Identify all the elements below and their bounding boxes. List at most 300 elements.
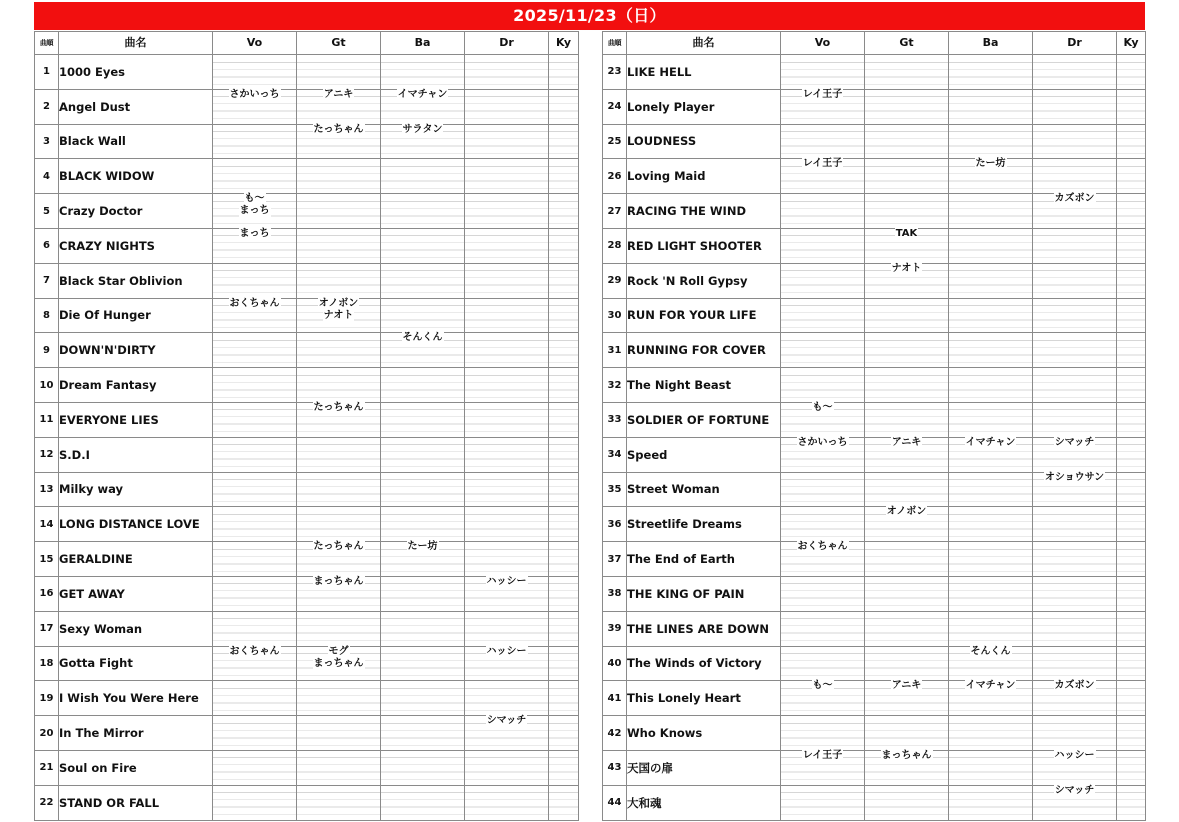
part-cell-ba[interactable] xyxy=(949,333,1033,368)
part-cell-ky[interactable] xyxy=(1117,159,1146,194)
song-title: Gotta Fight xyxy=(59,646,213,681)
part-cell-gt[interactable] xyxy=(865,611,949,646)
member-name: ハッシー xyxy=(486,645,527,657)
part-cell-ky[interactable] xyxy=(1117,785,1146,820)
member-name: シマッチ xyxy=(1054,784,1095,796)
part-cell-gt[interactable] xyxy=(297,681,381,716)
part-cell-vo[interactable] xyxy=(781,507,865,542)
part-cell-dr[interactable] xyxy=(1033,542,1117,577)
part-cell-ky[interactable] xyxy=(1117,402,1146,437)
member-name: アニキ xyxy=(891,436,922,448)
part-cell-dr[interactable] xyxy=(465,55,549,90)
part-cell-ba[interactable] xyxy=(949,159,1033,194)
part-cell-ba[interactable] xyxy=(949,576,1033,611)
part-cell-vo[interactable] xyxy=(213,89,297,124)
part-cell-ky[interactable] xyxy=(549,124,579,159)
part-cell-gt[interactable] xyxy=(865,785,949,820)
song-order: 11 xyxy=(35,402,59,437)
member-name: ハッシー xyxy=(486,575,527,587)
part-cell-gt[interactable] xyxy=(865,681,949,716)
part-cell-gt[interactable] xyxy=(865,263,949,298)
header-ky: Ky xyxy=(549,32,579,55)
part-cell-dr[interactable] xyxy=(1033,89,1117,124)
part-cell-dr[interactable] xyxy=(465,750,549,785)
member-name: まっち xyxy=(239,205,270,217)
song-order: 28 xyxy=(603,228,627,263)
song-row xyxy=(35,716,579,751)
part-cell-ky[interactable] xyxy=(1117,681,1146,716)
part-cell-dr[interactable] xyxy=(465,646,549,681)
member-name: カズボン xyxy=(1054,680,1095,692)
part-cell-dr[interactable] xyxy=(465,368,549,403)
part-cell-gt[interactable] xyxy=(297,542,381,577)
song-title: LOUDNESS xyxy=(627,124,781,159)
part-cell-ky[interactable] xyxy=(1117,507,1146,542)
part-cell-dr[interactable] xyxy=(465,89,549,124)
part-cell-gt[interactable] xyxy=(297,159,381,194)
part-cell-gt[interactable] xyxy=(297,55,381,90)
part-cell-dr[interactable] xyxy=(1033,402,1117,437)
member-name: まっち xyxy=(239,227,270,239)
part-cell-ba[interactable] xyxy=(949,368,1033,403)
part-cell-vo[interactable] xyxy=(213,646,297,681)
part-cell-dr[interactable] xyxy=(1033,507,1117,542)
part-cell-vo[interactable] xyxy=(781,89,865,124)
part-cell-gt[interactable] xyxy=(297,576,381,611)
part-cell-vo[interactable] xyxy=(213,472,297,507)
part-cell-vo[interactable] xyxy=(213,681,297,716)
part-cell-vo[interactable] xyxy=(213,611,297,646)
part-cell-ky[interactable] xyxy=(1117,298,1146,333)
song-row xyxy=(35,472,579,507)
song-order: 8 xyxy=(35,298,59,333)
part-cell-gt[interactable] xyxy=(297,89,381,124)
part-cell-ba[interactable] xyxy=(949,681,1033,716)
part-cell-ba[interactable] xyxy=(381,542,465,577)
part-cell-dr[interactable] xyxy=(465,194,549,229)
part-cell-gt[interactable] xyxy=(865,472,949,507)
part-cell-ky[interactable] xyxy=(1117,194,1146,229)
part-cell-dr[interactable] xyxy=(1033,55,1117,90)
part-cell-gt[interactable] xyxy=(297,194,381,229)
member-name: ナオト xyxy=(891,262,922,274)
part-cell-ky[interactable] xyxy=(1117,368,1146,403)
part-cell-ba[interactable] xyxy=(381,507,465,542)
part-cell-dr[interactable] xyxy=(1033,750,1117,785)
part-cell-vo[interactable] xyxy=(213,228,297,263)
part-cell-gt[interactable] xyxy=(865,750,949,785)
song-title: Die Of Hunger xyxy=(59,298,213,333)
song-order: 16 xyxy=(35,576,59,611)
part-cell-ky[interactable] xyxy=(549,576,579,611)
member-entry xyxy=(381,89,464,101)
part-cell-dr[interactable] xyxy=(465,333,549,368)
member-name: シマッチ xyxy=(486,715,527,727)
member-name: たっちゃん xyxy=(313,123,364,135)
header-row xyxy=(603,32,1146,55)
part-cell-ba[interactable] xyxy=(949,750,1033,785)
part-cell-gt[interactable] xyxy=(865,89,949,124)
part-cell-ky[interactable] xyxy=(549,437,579,472)
part-cell-vo[interactable] xyxy=(213,194,297,229)
part-cell-dr[interactable] xyxy=(465,576,549,611)
part-cell-ky[interactable] xyxy=(549,55,579,90)
part-cell-gt[interactable] xyxy=(865,576,949,611)
part-cell-ba[interactable] xyxy=(381,437,465,472)
part-cell-dr[interactable] xyxy=(1033,124,1117,159)
header-vo: Vo xyxy=(781,32,865,55)
part-cell-dr[interactable] xyxy=(1033,611,1117,646)
part-cell-ky[interactable] xyxy=(1117,89,1146,124)
song-order: 22 xyxy=(35,785,59,820)
part-cell-ky[interactable] xyxy=(549,298,579,333)
part-cell-ky[interactable] xyxy=(549,368,579,403)
part-cell-gt[interactable] xyxy=(297,124,381,159)
part-cell-dr[interactable] xyxy=(465,124,549,159)
member-entry xyxy=(781,89,864,101)
part-cell-vo[interactable] xyxy=(781,646,865,681)
song-title: GERALDINE xyxy=(59,542,213,577)
song-title: This Lonely Heart xyxy=(627,681,781,716)
member-entry xyxy=(865,263,948,275)
part-cell-dr[interactable] xyxy=(1033,298,1117,333)
part-cell-vo[interactable] xyxy=(213,576,297,611)
part-cell-gt[interactable] xyxy=(297,263,381,298)
song-title: RUNNING FOR COVER xyxy=(627,333,781,368)
part-cell-dr[interactable] xyxy=(1033,472,1117,507)
part-cell-gt[interactable] xyxy=(865,507,949,542)
part-cell-dr[interactable] xyxy=(465,437,549,472)
part-cell-vo[interactable] xyxy=(213,298,297,333)
song-title: The Winds of Victory xyxy=(627,646,781,681)
page-title: 2025/11/23（日） xyxy=(34,2,1145,30)
part-cell-ky[interactable] xyxy=(1117,750,1146,785)
part-cell-gt[interactable] xyxy=(865,228,949,263)
part-cell-dr[interactable] xyxy=(465,716,549,751)
member-name: も～ xyxy=(244,193,265,205)
part-cell-vo[interactable] xyxy=(781,124,865,159)
part-cell-gt[interactable] xyxy=(297,368,381,403)
part-cell-ba[interactable] xyxy=(949,437,1033,472)
song-row xyxy=(35,298,579,333)
part-cell-ba[interactable] xyxy=(949,716,1033,751)
part-cell-dr[interactable] xyxy=(465,228,549,263)
part-cell-vo[interactable] xyxy=(213,159,297,194)
part-cell-vo[interactable] xyxy=(213,368,297,403)
member-name: そんくん xyxy=(402,332,443,344)
part-cell-ky[interactable] xyxy=(1117,576,1146,611)
part-cell-gt[interactable] xyxy=(297,507,381,542)
member-name: さかいっち xyxy=(229,88,280,100)
part-cell-vo[interactable] xyxy=(213,55,297,90)
song-row xyxy=(35,55,579,90)
member-name: まっちゃん xyxy=(313,575,364,587)
part-cell-vo[interactable] xyxy=(781,368,865,403)
part-cell-ba[interactable] xyxy=(381,55,465,90)
part-cell-ba[interactable] xyxy=(949,194,1033,229)
part-cell-vo[interactable] xyxy=(781,785,865,820)
part-cell-ba[interactable] xyxy=(949,402,1033,437)
part-cell-dr[interactable] xyxy=(465,263,549,298)
part-cell-gt[interactable] xyxy=(865,124,949,159)
part-cell-vo[interactable] xyxy=(213,750,297,785)
part-cell-ky[interactable] xyxy=(549,681,579,716)
part-cell-ky[interactable] xyxy=(549,716,579,751)
part-cell-gt[interactable] xyxy=(865,542,949,577)
part-cell-dr[interactable] xyxy=(1033,646,1117,681)
part-cell-gt[interactable] xyxy=(865,333,949,368)
song-order: 42 xyxy=(603,716,627,751)
song-order: 13 xyxy=(35,472,59,507)
header-order: 曲順 xyxy=(603,32,627,55)
part-cell-dr[interactable] xyxy=(465,159,549,194)
part-cell-ba[interactable] xyxy=(381,124,465,159)
header-song: 曲名 xyxy=(627,32,781,55)
part-cell-vo[interactable] xyxy=(213,437,297,472)
part-cell-ky[interactable] xyxy=(549,228,579,263)
part-cell-ky[interactable] xyxy=(549,159,579,194)
part-cell-dr[interactable] xyxy=(1033,368,1117,403)
part-cell-gt[interactable] xyxy=(297,785,381,820)
part-cell-ba[interactable] xyxy=(381,333,465,368)
part-cell-ba[interactable] xyxy=(949,89,1033,124)
part-cell-vo[interactable] xyxy=(781,55,865,90)
part-cell-ba[interactable] xyxy=(949,228,1033,263)
part-cell-ky[interactable] xyxy=(549,507,579,542)
part-cell-ba[interactable] xyxy=(949,611,1033,646)
part-cell-ky[interactable] xyxy=(1117,646,1146,681)
member-entry xyxy=(465,576,548,588)
part-cell-vo[interactable] xyxy=(781,402,865,437)
song-row xyxy=(603,55,1146,90)
part-cell-ky[interactable] xyxy=(549,402,579,437)
part-cell-vo[interactable] xyxy=(781,159,865,194)
member-entry xyxy=(213,298,296,310)
part-cell-ba[interactable] xyxy=(949,298,1033,333)
part-cell-ba[interactable] xyxy=(949,55,1033,90)
member-name: レイ王子 xyxy=(802,749,843,761)
song-order: 5 xyxy=(35,194,59,229)
part-cell-gt[interactable] xyxy=(865,194,949,229)
part-cell-ba[interactable] xyxy=(381,159,465,194)
part-cell-vo[interactable] xyxy=(781,333,865,368)
part-cell-ky[interactable] xyxy=(1117,333,1146,368)
member-name: モグ xyxy=(328,645,349,657)
part-cell-vo[interactable] xyxy=(213,333,297,368)
part-cell-ba[interactable] xyxy=(381,716,465,751)
part-cell-gt[interactable] xyxy=(297,298,381,333)
part-cell-ba[interactable] xyxy=(949,507,1033,542)
song-row xyxy=(35,750,579,785)
member-name: アニキ xyxy=(323,88,354,100)
part-cell-gt[interactable] xyxy=(297,472,381,507)
part-cell-ky[interactable] xyxy=(549,263,579,298)
part-cell-ba[interactable] xyxy=(381,681,465,716)
part-cell-gt[interactable] xyxy=(865,646,949,681)
part-cell-ky[interactable] xyxy=(549,333,579,368)
part-cell-ba[interactable] xyxy=(381,89,465,124)
part-cell-ky[interactable] xyxy=(549,611,579,646)
part-cell-vo[interactable] xyxy=(213,716,297,751)
part-cell-ba[interactable] xyxy=(381,368,465,403)
part-cell-vo[interactable] xyxy=(781,263,865,298)
song-row xyxy=(603,368,1146,403)
part-cell-vo[interactable] xyxy=(781,716,865,751)
part-cell-dr[interactable] xyxy=(465,542,549,577)
part-cell-gt[interactable] xyxy=(865,437,949,472)
member-name: おくちゃん xyxy=(229,297,280,309)
part-cell-ba[interactable] xyxy=(381,263,465,298)
part-cell-ky[interactable] xyxy=(1117,263,1146,298)
member-name: たー坊 xyxy=(407,541,438,553)
song-order: 41 xyxy=(603,681,627,716)
part-cell-dr[interactable] xyxy=(1033,228,1117,263)
part-cell-dr[interactable] xyxy=(1033,263,1117,298)
part-cell-gt[interactable] xyxy=(865,716,949,751)
part-cell-gt[interactable] xyxy=(297,716,381,751)
part-cell-vo[interactable] xyxy=(781,611,865,646)
part-cell-ky[interactable] xyxy=(1117,437,1146,472)
part-cell-vo[interactable] xyxy=(213,124,297,159)
part-cell-ba[interactable] xyxy=(381,576,465,611)
member-name: イマチャン xyxy=(397,88,448,100)
part-cell-ba[interactable] xyxy=(949,472,1033,507)
song-title: THE KING OF PAIN xyxy=(627,576,781,611)
part-cell-gt[interactable] xyxy=(865,55,949,90)
part-cell-ba[interactable] xyxy=(381,750,465,785)
member-name: も～ xyxy=(812,401,833,413)
part-cell-ky[interactable] xyxy=(1117,716,1146,751)
part-cell-gt[interactable] xyxy=(297,437,381,472)
part-cell-gt[interactable] xyxy=(297,402,381,437)
member-name: サラタン xyxy=(402,123,443,135)
part-cell-ba[interactable] xyxy=(949,785,1033,820)
part-cell-ba[interactable] xyxy=(381,194,465,229)
song-title: Lonely Player xyxy=(627,89,781,124)
song-row xyxy=(603,159,1146,194)
part-cell-gt[interactable] xyxy=(297,228,381,263)
song-title: Streetlife Dreams xyxy=(627,507,781,542)
part-cell-ba[interactable] xyxy=(381,646,465,681)
part-cell-vo[interactable] xyxy=(781,750,865,785)
part-cell-vo[interactable] xyxy=(781,542,865,577)
part-cell-ba[interactable] xyxy=(381,611,465,646)
header-gt: Gt xyxy=(297,32,381,55)
part-cell-vo[interactable] xyxy=(213,785,297,820)
part-cell-vo[interactable] xyxy=(781,194,865,229)
song-order: 36 xyxy=(603,507,627,542)
part-cell-dr[interactable] xyxy=(465,507,549,542)
member-entry xyxy=(781,402,864,414)
part-cell-ky[interactable] xyxy=(1117,55,1146,90)
part-cell-dr[interactable] xyxy=(1033,437,1117,472)
part-cell-vo[interactable] xyxy=(781,298,865,333)
part-cell-ba[interactable] xyxy=(949,542,1033,577)
part-cell-ky[interactable] xyxy=(549,194,579,229)
song-title: The Night Beast xyxy=(627,368,781,403)
part-cell-ba[interactable] xyxy=(949,124,1033,159)
part-cell-dr[interactable] xyxy=(1033,194,1117,229)
member-entry xyxy=(297,298,380,322)
part-cell-dr[interactable] xyxy=(1033,333,1117,368)
part-cell-gt[interactable] xyxy=(865,159,949,194)
part-cell-vo[interactable] xyxy=(213,263,297,298)
part-cell-gt[interactable] xyxy=(865,298,949,333)
part-cell-gt[interactable] xyxy=(865,368,949,403)
part-cell-gt[interactable] xyxy=(865,402,949,437)
part-cell-dr[interactable] xyxy=(465,681,549,716)
part-cell-vo[interactable] xyxy=(781,437,865,472)
part-cell-gt[interactable] xyxy=(297,750,381,785)
part-cell-ba[interactable] xyxy=(381,402,465,437)
part-cell-dr[interactable] xyxy=(465,472,549,507)
song-title: Soul on Fire xyxy=(59,750,213,785)
part-cell-dr[interactable] xyxy=(1033,576,1117,611)
member-entry xyxy=(949,646,1032,658)
member-name: レイ王子 xyxy=(802,158,843,170)
song-order: 15 xyxy=(35,542,59,577)
song-row xyxy=(603,124,1146,159)
part-cell-dr[interactable] xyxy=(1033,785,1117,820)
part-cell-ky[interactable] xyxy=(549,785,579,820)
part-cell-dr[interactable] xyxy=(465,402,549,437)
header-dr: Dr xyxy=(1033,32,1117,55)
part-cell-ky[interactable] xyxy=(549,646,579,681)
part-cell-ky[interactable] xyxy=(549,542,579,577)
part-cell-vo[interactable] xyxy=(213,507,297,542)
part-cell-vo[interactable] xyxy=(781,472,865,507)
part-cell-ba[interactable] xyxy=(381,298,465,333)
member-name: ナオト xyxy=(323,309,354,321)
song-row xyxy=(35,507,579,542)
song-title: RACING THE WIND xyxy=(627,194,781,229)
part-cell-dr[interactable] xyxy=(465,611,549,646)
part-cell-ba[interactable] xyxy=(381,785,465,820)
part-cell-dr[interactable] xyxy=(1033,716,1117,751)
part-cell-dr[interactable] xyxy=(465,298,549,333)
member-name: オノボン xyxy=(318,297,359,309)
part-cell-vo[interactable] xyxy=(781,681,865,716)
part-cell-dr[interactable] xyxy=(1033,681,1117,716)
part-cell-dr[interactable] xyxy=(465,785,549,820)
part-cell-ky[interactable] xyxy=(1117,124,1146,159)
part-cell-ky[interactable] xyxy=(549,89,579,124)
part-cell-ky[interactable] xyxy=(1117,228,1146,263)
part-cell-dr[interactable] xyxy=(1033,159,1117,194)
part-cell-vo[interactable] xyxy=(213,402,297,437)
part-cell-gt[interactable] xyxy=(297,611,381,646)
part-cell-ba[interactable] xyxy=(381,472,465,507)
part-cell-ky[interactable] xyxy=(549,750,579,785)
part-cell-ky[interactable] xyxy=(1117,611,1146,646)
part-cell-vo[interactable] xyxy=(781,228,865,263)
member-entry xyxy=(297,576,380,588)
song-title: 天国の扉 xyxy=(627,750,781,785)
header-song: 曲名 xyxy=(59,32,213,55)
part-cell-ky[interactable] xyxy=(1117,542,1146,577)
part-cell-ba[interactable] xyxy=(381,228,465,263)
part-cell-gt[interactable] xyxy=(297,646,381,681)
song-row xyxy=(35,89,579,124)
part-cell-ba[interactable] xyxy=(949,646,1033,681)
part-cell-vo[interactable] xyxy=(781,576,865,611)
part-cell-ky[interactable] xyxy=(1117,472,1146,507)
member-entry xyxy=(1033,750,1116,762)
part-cell-gt[interactable] xyxy=(297,333,381,368)
part-cell-ky[interactable] xyxy=(549,472,579,507)
part-cell-ba[interactable] xyxy=(949,263,1033,298)
part-cell-vo[interactable] xyxy=(213,542,297,577)
